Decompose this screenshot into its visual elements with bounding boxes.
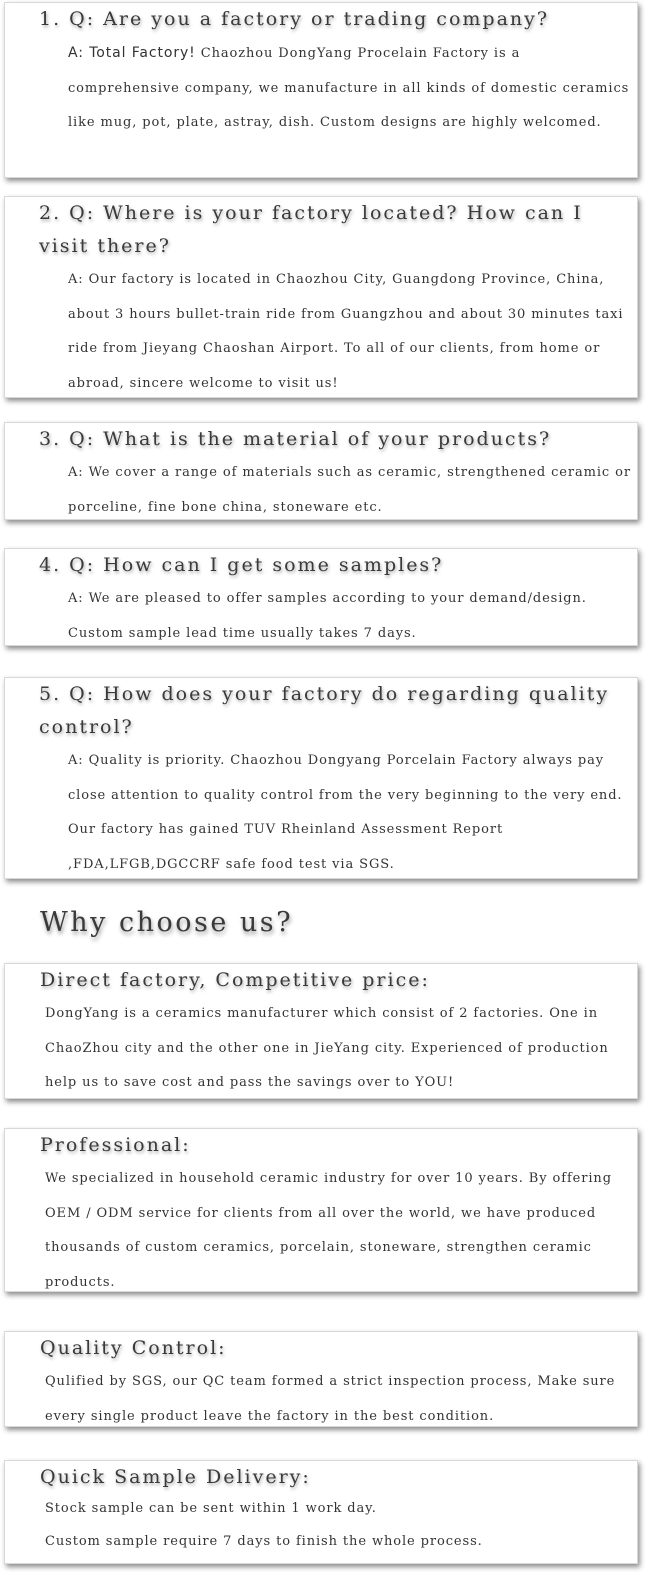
faq-question-3: 3. Q: What is the material of your products? — [39, 428, 552, 450]
why-card-professional — [4, 1128, 638, 1292]
faq-answer-1 — [5, 36, 637, 141]
why-heading-1: Direct factory, Competitive price: — [40, 969, 430, 991]
why-card-quick-sample — [4, 1460, 638, 1564]
why-text-1: DongYang is a ceramics manufacturer which consist of 2 factories. One in ChaoZhou city and the other one in JieYang city. Experienced of production help us to save cost and pass the savings over to YOU! — [45, 1006, 609, 1090]
faq-answer-1-text: Chaozhou DongYang Procelain Factory is a comprehensive company, we manufacture in all kinds of domestic ceramics like mug, pot, plate, astray, dish. Custom designs are highly welcomed. — [68, 46, 630, 130]
faq-answer-1-lead: A: Total Factory! — [68, 45, 196, 61]
faq-answer-5: A: Quality is priority. Chaozhou Dongyang Porcelain Factory always pay close attention to quality control from the very beginning to the very end. Our factory has gained TUV Rheinland Assessment Report ,FDA,LFGB,DGCCRF safe food test via SGS. — [68, 753, 623, 872]
faq-answer-2: A: Our factory is located in Chaozhou City, Guangdong Province, China, about 3 hours bullet-train ride from Guangzhou and about 30 minutes taxi ride from Jieyang Chaoshan Airport. To all of our clients, from home or abroad, sincere welcome to visit us! — [68, 272, 624, 391]
why-choose-us-title: Why choose us? — [40, 907, 294, 938]
faq-card-4 — [4, 548, 638, 646]
why-text-4-line1: Stock sample can be sent within 1 work day. — [45, 1501, 377, 1516]
faq-card-3 — [4, 422, 638, 520]
why-heading-4: Quick Sample Delivery: — [40, 1466, 311, 1488]
why-heading-3: Quality Control: — [40, 1337, 227, 1359]
faq-question-5: 5. Q: How does your factory do regarding quality control? — [39, 683, 610, 738]
why-heading-2: Professional: — [40, 1134, 191, 1156]
faq-answer-3: A: We cover a range of materials such as ceramic, strengthened ceramic or porceline, fine bone china, stoneware etc. — [68, 465, 631, 515]
faq-answer-4: A: We are pleased to offer samples according to your demand/design. Custom sample lead time usually takes 7 days. — [68, 591, 587, 641]
why-text-3: Qulified by SGS, our QC team formed a strict inspection process, Make sure every single product leave the factory in the best condition. — [45, 1374, 616, 1424]
why-card-direct-factory — [4, 963, 638, 1099]
why-card-quality-control — [4, 1331, 638, 1427]
faq-question-2: 2. Q: Where is your factory located? How can I visit there? — [39, 202, 583, 257]
faq-card-1 — [4, 2, 638, 178]
faq-card-5 — [4, 677, 638, 879]
faq-question-1: 1. Q: Are you a factory or trading company? — [39, 8, 550, 30]
why-text-4-line2: Custom sample require 7 days to finish the whole process. — [45, 1534, 483, 1549]
why-text-2: We specialized in household ceramic industry for over 10 years. By offering OEM / ODM service for clients from all over the world, we have produced thousands of custom ceramics, porcelain, stoneware, strengthen ceramic products. — [45, 1171, 612, 1290]
faq-card-2 — [4, 196, 638, 398]
faq-question-4: 4. Q: How can I get some samples? — [39, 554, 444, 576]
